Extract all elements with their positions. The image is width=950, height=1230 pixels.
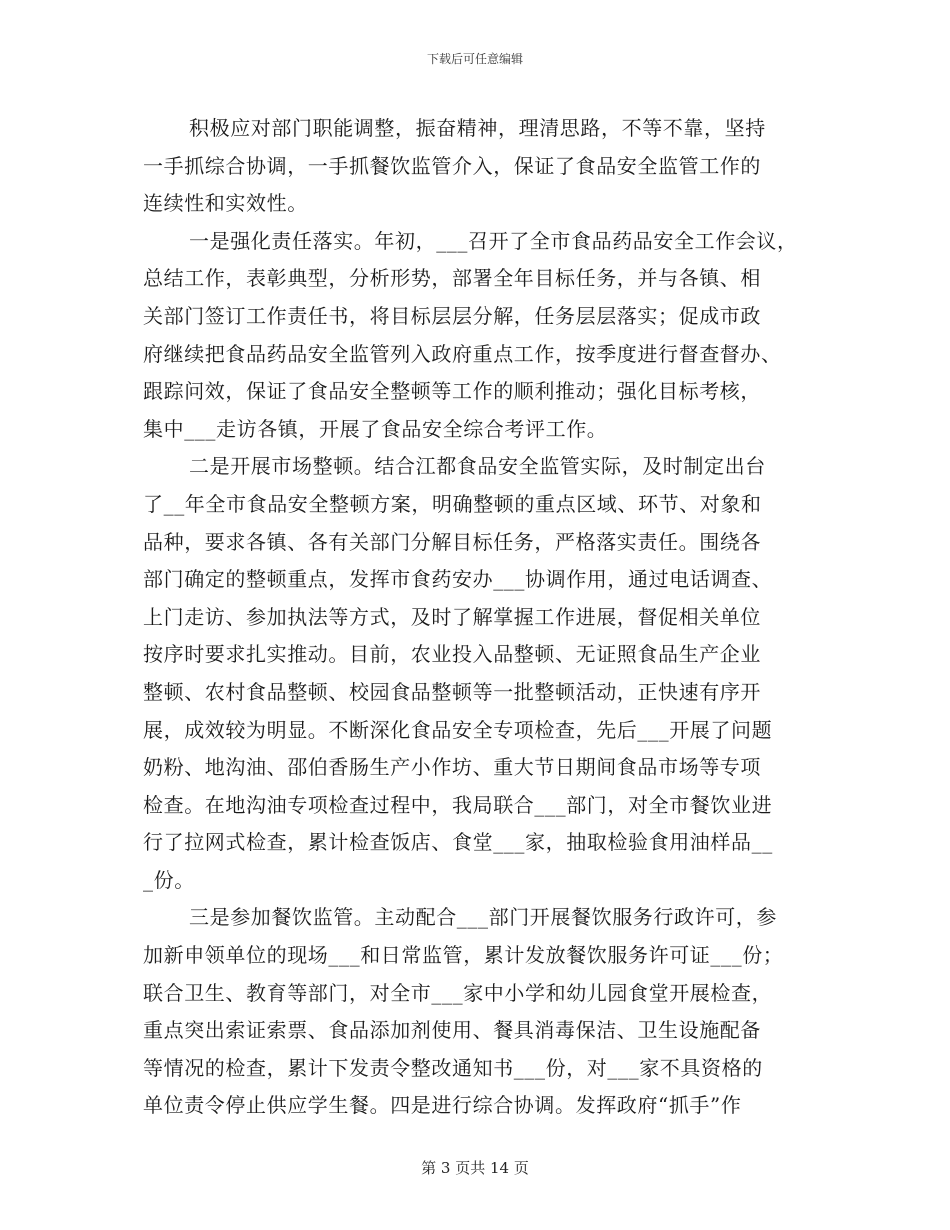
text-line: 积极应对部门职能调整，振奋精神，理清思路，不等不靠，坚持 bbox=[189, 116, 766, 140]
text-line: 整顿、农村食品整顿、校园食品整顿等一批整顿活动，正快速有序开 bbox=[143, 679, 761, 704]
text-line: 集中___走访各镇，开展了食品安全综合考评工作。 bbox=[143, 416, 608, 441]
document-body bbox=[143, 110, 823, 1125]
text-line: 一是强化责任落实。年初，___召开了全市食品药品安全工作会议， bbox=[189, 228, 798, 253]
page-header: 下载后可任意编辑 bbox=[426, 52, 523, 66]
text-line: 联合卫生、教育等部门，对全市___家中小学和幼儿园食堂开展检查， bbox=[143, 980, 773, 1005]
page-number: 第 3 页共 14 页 bbox=[421, 1159, 529, 1177]
text-line: 一手抓综合协调，一手抓餐饮监管介入，保证了食品安全监管工作的 bbox=[143, 153, 761, 178]
text-line: 关部门签订工作责任书，将目标层层分解，任务层层落实；促成市政 bbox=[143, 303, 761, 328]
text-line: 府继续把食品药品安全监管列入政府重点工作，按季度进行督查督办、 bbox=[143, 341, 782, 366]
text-line: 按序时要求扎实推动。目前，农业投入品整顿、无证照食品生产企业 bbox=[143, 642, 761, 667]
text-line: 二是开展市场整顿。结合江都食品安全监管实际，及时制定出台 bbox=[189, 454, 766, 479]
text-line: 上门走访、参加执法等方式，及时了解掌握工作进展，督促相关单位 bbox=[143, 604, 761, 629]
text-line: 行了拉网式检查，累计检查饭店、食堂___家，抽取检验食用油样品__ bbox=[143, 830, 773, 855]
text-line: 奶粉、地沟油、邵伯香肠生产小作坊、重大节日期间食品市场等专项 bbox=[143, 755, 761, 780]
text-line: 等情况的检查，累计下发责令整改通知书___份，对___家不具资格的 bbox=[143, 1055, 763, 1080]
text-line: 跟踪问效，保证了食品安全整顿等工作的顺利推动；强化目标考核， bbox=[143, 379, 761, 404]
text-line: 重点突出索证索票、食品添加剂使用、餐具消毒保洁、卫生设施配备 bbox=[143, 1018, 761, 1043]
text-line: 三是参加餐饮监管。主动配合___部门开展餐饮服务行政许可，参 bbox=[189, 905, 777, 930]
text-line: 了__年全市食品安全整顿方案，明确整顿的重点区域、环节、对象和 bbox=[143, 491, 762, 516]
text-line: 展，成效较为明显。不断深化食品安全专项检查，先后___开展了问题 bbox=[143, 717, 773, 742]
text-line: 品种，要求各镇、各有关部门分解目标任务，严格落实责任。围绕各 bbox=[143, 529, 761, 554]
text-line: 检查。在地沟油专项检查过程中，我局联合___部门，对全市餐饮业进 bbox=[143, 792, 773, 817]
text-line: 总结工作，表彰典型，分析形势，部署全年目标任务，并与各镇、相 bbox=[143, 266, 761, 291]
text-line: 部门确定的整顿重点，发挥市食药安办___协调作用，通过电话调查、 bbox=[143, 567, 773, 592]
text-line: 连续性和实效性。 bbox=[143, 191, 308, 216]
text-line: 单位责令停止供应学生餐。四是进行综合协调。发挥政府“抓手”作 bbox=[143, 1093, 742, 1118]
text-line: _份。 bbox=[143, 867, 195, 892]
text-line: 加新申领单位的现场___和日常监管，累计发放餐饮服务许可证___份； bbox=[143, 943, 784, 968]
